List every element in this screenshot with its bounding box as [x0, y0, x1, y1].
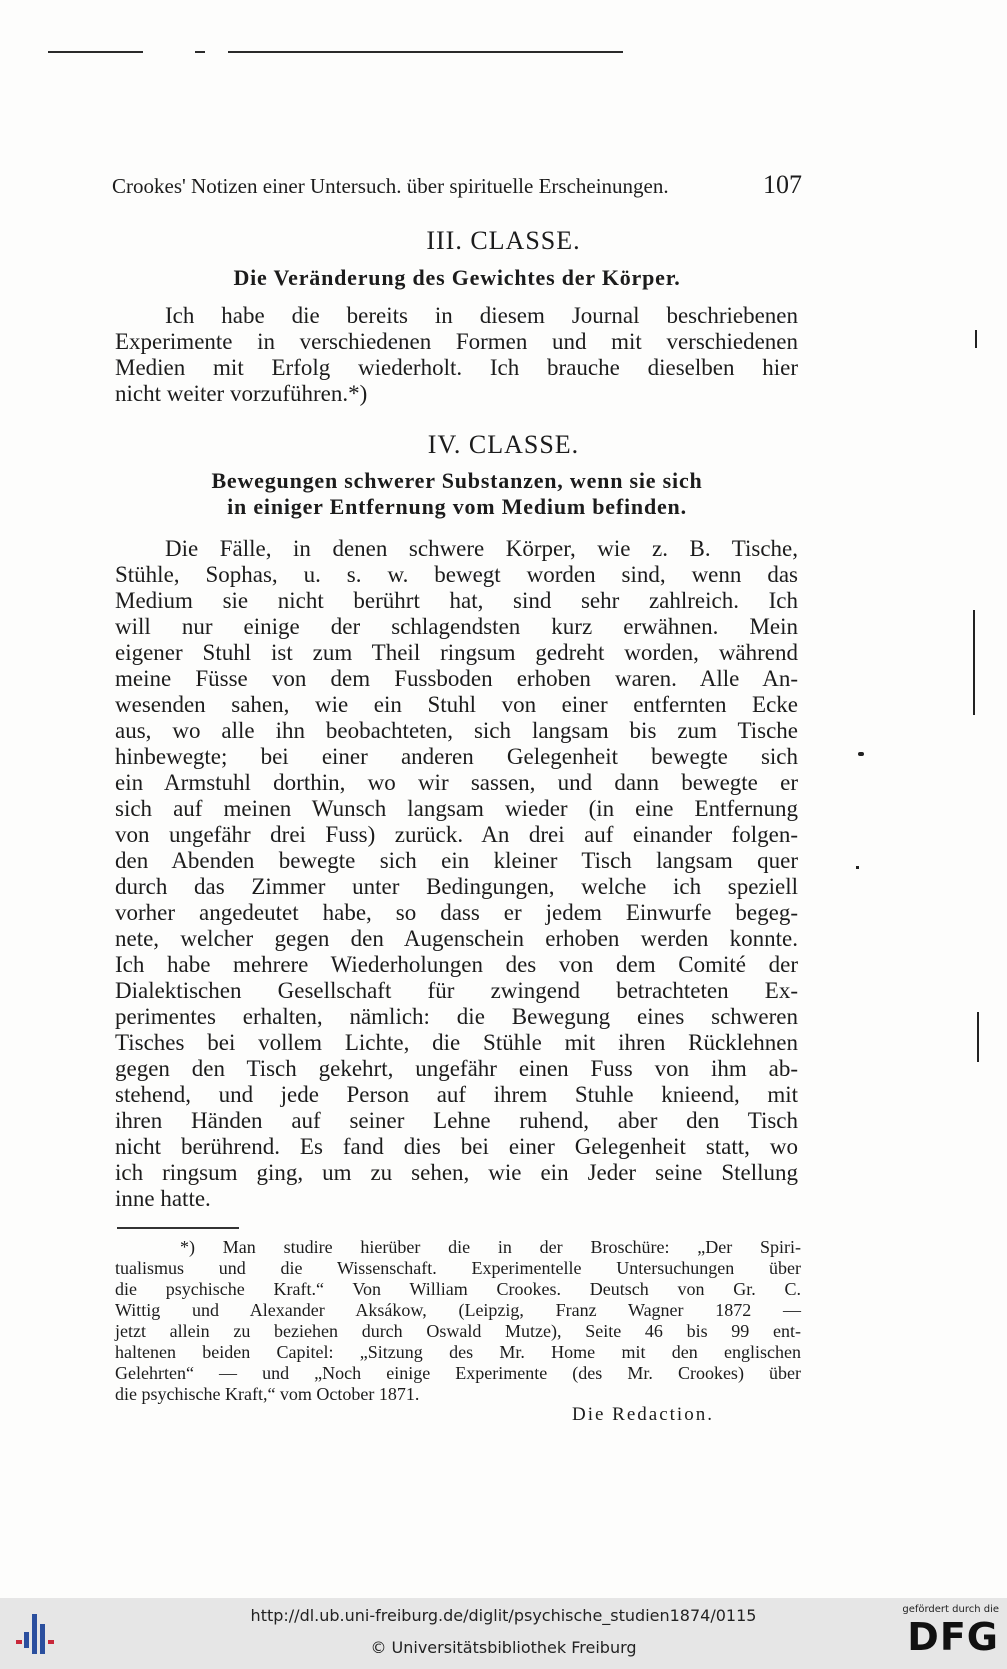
dfg-logo — [889, 1604, 999, 1664]
text-line: eigener Stuhl ist zum Theil ringsum gedreht worden, während — [115, 640, 798, 665]
margin-mark — [856, 866, 859, 869]
text-line: nicht weiter vorzuführen.*) — [115, 381, 368, 406]
footnote-line: die psychische Kraft,“ vom October 1871. — [115, 1384, 420, 1404]
text-line: gegen den Tisch gekehrt, ungefähr einen Fuss von ihm ab- — [115, 1056, 798, 1081]
footnote-line: Wittig und Alexander Aksákow, (Leipzig, Franz Wagner 1872 — — [115, 1300, 801, 1320]
text-line: Medien mit Erfolg wiederholt. Ich brauche dieselben hier — [115, 355, 798, 380]
footnote-line: tualismus und die Wissenschaft. Experimentelle Untersuchungen über — [115, 1258, 801, 1278]
text-line: Tisches bei vollem Lichte, die Stühle mit ihren Rücklehnen — [115, 1030, 798, 1055]
signature: Die Redaction. — [572, 1404, 714, 1425]
text-line: Ich habe die bereits in diesem Journal beschriebenen — [165, 303, 798, 328]
text-line: will nur einige der schlagendsten kurz erwähnen. Mein — [115, 614, 798, 639]
top-rule-3 — [228, 51, 623, 53]
section-subheading-4-line1: Bewegungen schwerer Substanzen, wenn sie sich — [211, 468, 703, 493]
running-head-title: Crookes' Notizen einer Untersuch. über spirituelle Erscheinungen. — [112, 174, 669, 198]
dfg-wordmark: DFG — [907, 1615, 999, 1659]
top-rule-2 — [195, 51, 205, 53]
section-subheading-3: Die Veränderung des Gewichtes der Körper. — [233, 265, 681, 290]
text-line: wesenden sahen, wie ein Stuhl von einer entfernten Ecke — [115, 692, 798, 717]
text-line: nicht berührend. Es fand dies bei einer Gelegenheit statt, wo — [115, 1134, 798, 1159]
text-line: ich ringsum ging, um zu sehen, wie ein Jeder seine Stellung — [115, 1160, 798, 1185]
text-line: stehend, und jede Person auf ihrem Stuhle knieend, mit — [115, 1082, 798, 1107]
footnote-line: die psychische Kraft.“ Von William Crookes. Deutsch von Gr. C. — [115, 1279, 801, 1299]
footnote — [115, 1237, 801, 1405]
footnote-line: haltenen beiden Capitel: „Sitzung des Mr. Home mit den englischen — [115, 1342, 801, 1362]
viewer-footer — [0, 1598, 1007, 1669]
margin-mark — [973, 610, 975, 715]
text-line: Dialektischen Gesellschaft für zwingend betrachteten Ex- — [115, 978, 798, 1003]
text-line: ihren Händen auf seiner Lehne ruhend, aber den Tisch — [115, 1108, 798, 1133]
copyright-notice: © Universitätsbibliothek Freiburg — [370, 1638, 637, 1657]
section-heading-3: III. CLASSE. — [426, 226, 581, 255]
paragraph-section-3 — [115, 303, 798, 407]
dfg-funding-note: gefördert durch die — [902, 1604, 999, 1615]
text-line: Medium sie nicht berührt hat, sind sehr zahlreich. Ich — [115, 588, 798, 613]
running-head — [112, 170, 802, 199]
text-line: sich auf meinen Wunsch langsam wieder (in eine Entfernung — [115, 796, 798, 821]
footnote-rule — [117, 1227, 239, 1229]
margin-mark — [858, 752, 864, 756]
text-line: aus, wo alle ihn beobachteten, sich langsam bis zum Tische — [115, 718, 798, 743]
section-heading-4: IV. CLASSE. — [427, 430, 580, 459]
text-line: den Abenden bewegte sich ein kleiner Tisch langsam quer — [115, 848, 798, 873]
top-rule-1 — [48, 51, 143, 53]
margin-mark — [975, 330, 977, 348]
section-subheading-4-line2: in einiger Entfernung vom Medium befinden. — [227, 494, 687, 519]
text-line: von ungefähr drei Fuss) zurück. An drei auf einander folgen- — [115, 822, 798, 847]
paragraph-section-4 — [115, 536, 798, 1212]
footnote-line: Gelehrten“ — und „Noch einige Experimente (des Mr. Crookes) über — [115, 1363, 801, 1383]
page-number: 107 — [763, 170, 802, 199]
margin-mark — [977, 1012, 979, 1062]
text-line: Ich habe mehrere Wiederholungen des von dem Comité der — [115, 952, 798, 977]
text-line: hinbewegte; bei einer anderen Gelegenheit bewegte sich — [115, 744, 798, 769]
text-line: Die Fälle, in denen schwere Körper, wie z. B. Tische, — [165, 536, 798, 561]
text-line: ein Armstuhl dorthin, wo wir sassen, und dann bewegte er — [115, 770, 798, 795]
footnote-line: jetzt allein zu beziehen durch Oswald Mutze), Seite 46 bis 99 ent- — [115, 1321, 801, 1341]
document-url[interactable]: http://dl.ub.uni-freiburg.de/diglit/psychische_studien1874/0115 — [250, 1606, 757, 1625]
text-line: meine Füsse von dem Fussboden erhoben waren. Alle An- — [115, 666, 798, 691]
text-line: nete, welcher gegen den Augenschein erhoben werden konnte. — [115, 926, 798, 951]
text-line: perimentes erhalten, nämlich: die Bewegung eines schweren — [115, 1004, 798, 1029]
footnote-line: *) Man studire hierüber die in der Broschüre: „Der Spiri- — [180, 1237, 801, 1257]
text-line: Experimente in verschiedenen Formen und mit verschiedenen — [115, 329, 798, 354]
text-line: inne hatte. — [115, 1186, 211, 1211]
text-line: durch das Zimmer unter Bedingungen, welche ich speziell — [115, 874, 798, 899]
text-line: vorher angedeutet habe, so dass er jedem Einwurfe begeg- — [115, 900, 798, 925]
text-line: Stühle, Sophas, u. s. w. bewegt worden sind, wenn das — [115, 562, 798, 587]
